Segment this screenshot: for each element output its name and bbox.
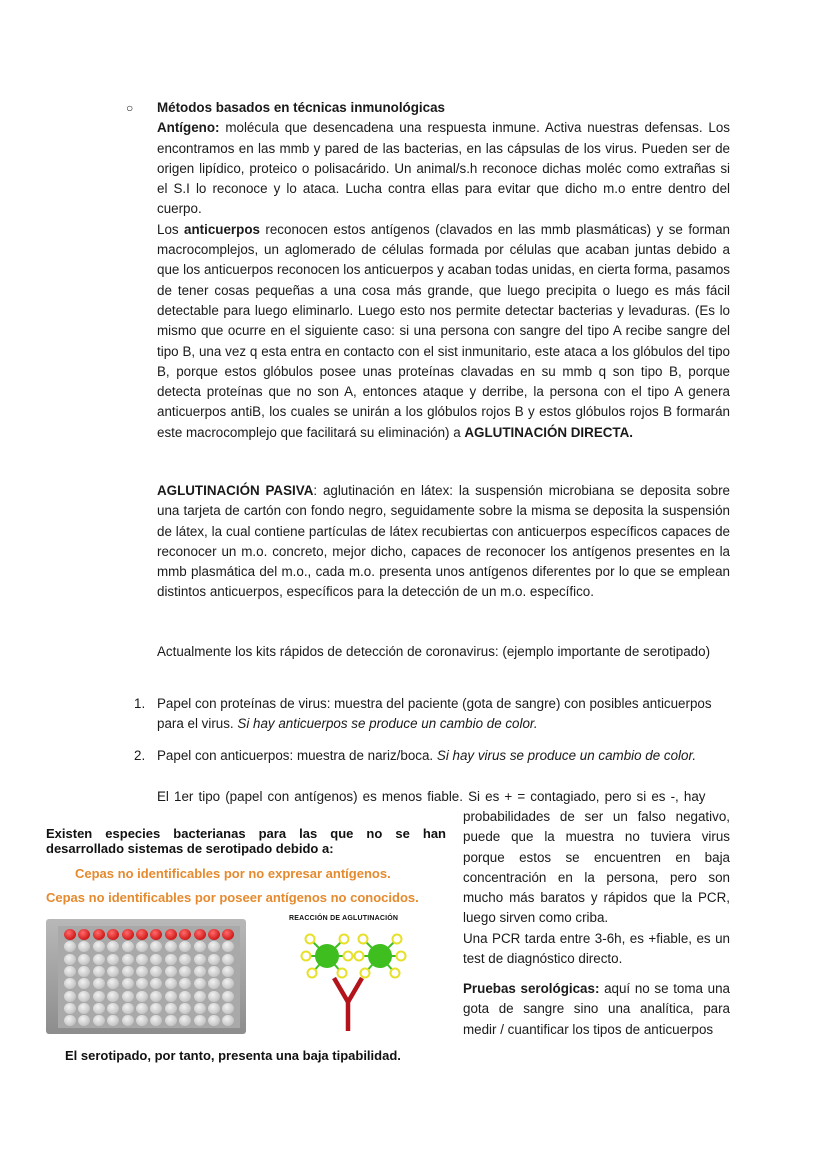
plate-well xyxy=(122,978,134,989)
antibody-label: anticuerpos xyxy=(184,221,260,237)
list-item-2 xyxy=(157,746,730,766)
antigen-paragraph xyxy=(157,118,730,219)
antibody-paragraph xyxy=(157,220,730,443)
plate-well xyxy=(122,1015,134,1026)
plate-well xyxy=(64,1003,76,1014)
plate-well xyxy=(136,929,148,940)
plate-well xyxy=(222,929,234,940)
plate-well xyxy=(122,929,134,940)
kits-paragraph: Actualmente los kits rápidos de detección de coronavirus: (ejemplo importante de serotipado) xyxy=(157,644,711,659)
plate-well xyxy=(122,941,134,952)
plate-well xyxy=(136,1003,148,1014)
plate-well xyxy=(122,991,134,1002)
plate-well xyxy=(150,966,162,977)
plate-well xyxy=(165,1003,177,1014)
plate-well xyxy=(78,1015,90,1026)
plate-well xyxy=(165,991,177,1002)
plate-well xyxy=(208,978,220,989)
plate-well xyxy=(136,978,148,989)
plate-well xyxy=(208,954,220,965)
plate-well xyxy=(93,929,105,940)
plate-well xyxy=(122,954,134,965)
plate-well xyxy=(222,954,234,965)
plate-well xyxy=(136,941,148,952)
figure-reason-1: Cepas no identificables por no expresar antígenos. xyxy=(75,866,391,881)
plate-well xyxy=(107,1003,119,1014)
agglutination-diagram xyxy=(272,926,422,1036)
plate-well xyxy=(107,966,119,977)
plate-well xyxy=(208,1003,220,1014)
plate-well xyxy=(194,978,206,989)
microplate-image xyxy=(46,919,246,1034)
plate-well xyxy=(222,991,234,1002)
passive-label: AGLUTINACIÓN PASIVA xyxy=(157,483,314,498)
plate-well xyxy=(222,966,234,977)
list-item-1-text: Papel con proteínas de virus: muestra del paciente (gota de sangre) con posibles anticuerpos para el virus. xyxy=(157,696,712,732)
plate-well xyxy=(150,991,162,1002)
plate-well xyxy=(150,1015,162,1026)
antibody-pre: Los xyxy=(157,221,185,237)
plate-well xyxy=(179,966,191,977)
plate-well xyxy=(64,1015,76,1026)
plate-well xyxy=(222,978,234,989)
antigen-cell-right xyxy=(355,935,406,978)
antigen-label: Antígeno: xyxy=(157,120,220,136)
plate-well xyxy=(78,1003,90,1014)
plate-well xyxy=(194,1015,206,1026)
plate-well xyxy=(64,978,76,989)
right-column-paragraph-1: probabilidades de ser un falso negativo, puede que la muestra no tuviera virus porque estos se encuentren en baja concentración en la persona, pero son mucho más baratos y rápidos que la PCR, luego sirven como criba. xyxy=(463,809,730,926)
list-item-2-text: Papel con anticuerpos: muestra de nariz/boca. xyxy=(157,748,437,763)
plate-well xyxy=(194,929,206,940)
plate-well xyxy=(208,991,220,1002)
plate-well xyxy=(179,1003,191,1014)
plate-well xyxy=(136,1015,148,1026)
plate-well xyxy=(78,966,90,977)
list-item-1-italic: Si hay anticuerpos se produce un cambio de color. xyxy=(237,716,538,732)
list-bullet-icon: ○ xyxy=(126,101,134,115)
plate-well xyxy=(78,991,90,1002)
serologic-label: Pruebas serológicas: xyxy=(463,981,600,996)
plate-well xyxy=(194,991,206,1002)
plate-well xyxy=(208,941,220,952)
plate-well xyxy=(165,966,177,977)
plate-well xyxy=(93,941,105,952)
first-type-line: El 1er tipo (papel con antígenos) es menos fiable. Si es + = contagiado, pero si es -, hay xyxy=(157,789,706,804)
section-heading: Métodos basados en técnicas inmunológicas xyxy=(157,100,445,115)
plate-well xyxy=(64,991,76,1002)
plate-well xyxy=(93,978,105,989)
plate-well xyxy=(78,941,90,952)
plate-well xyxy=(64,966,76,977)
plate-well xyxy=(208,929,220,940)
plate-well xyxy=(222,1003,234,1014)
plate-well xyxy=(107,978,119,989)
plate-well xyxy=(179,991,191,1002)
plate-well xyxy=(78,978,90,989)
plate-well xyxy=(208,966,220,977)
list-number-1: 1. xyxy=(134,696,146,711)
plate-well xyxy=(122,966,134,977)
antibody-y-shape xyxy=(334,978,362,1031)
plate-well xyxy=(136,966,148,977)
list-item-1 xyxy=(157,694,730,735)
plate-well xyxy=(150,929,162,940)
plate-well xyxy=(222,941,234,952)
plate-well xyxy=(93,966,105,977)
serologic-paragraph xyxy=(463,979,730,1040)
figure-caption: El serotipado, por tanto, presenta una baja tipabilidad. xyxy=(65,1048,401,1063)
plate-well xyxy=(165,978,177,989)
plate-well xyxy=(93,954,105,965)
plate-well xyxy=(194,1003,206,1014)
agglutination-label: REACCIÓN DE AGLUTINACIÓN xyxy=(289,915,399,922)
plate-well xyxy=(107,1015,119,1026)
plate-well xyxy=(165,1015,177,1026)
plate-well xyxy=(222,1015,234,1026)
figure-title: Existen especies bacterianas para las que no se han desarrollado sistemas de serotipado debido a: xyxy=(46,826,446,856)
plate-well xyxy=(194,966,206,977)
passive-paragraph xyxy=(157,481,730,603)
serologic-text: aquí no se toma una gota de sangre sino una analítica, para medir / cuantificar los tipos de anticuerpos xyxy=(463,981,730,1037)
plate-well xyxy=(179,954,191,965)
plate-well xyxy=(150,978,162,989)
plate-well xyxy=(78,954,90,965)
immunology-section xyxy=(157,98,730,443)
plate-well xyxy=(78,929,90,940)
antibody-text: reconocen estos antígenos (clavados en las mmb plasmáticas) y se forman macrocomplejos, un aglomerado de células formada por células que acaban juntas debido a que los anticuerpos reconocen los anticuerpos y acaban todas unidas, en cierta forma, pasamos de tener cosas pequeñas a una cosa más grande, que luego precipita o luego es más fácil detectable para luego eliminarlo. Luego esto nos permite detectar bacterias y levaduras. (Es lo mismo que ocurre en el siguiente caso: si una persona con sangre del tipo A recibe sangre del tipo B, una vez q esta entra en contacto con el sist inmunitario, este ataca a los glóbulos del tipo B, porque estos glóbulos posee unas proteínas clavadas en su mmb q son tipo B, porque detecta proteínas que no son A, entonces ataque y derribe, la persona con el tipo A genera anticuerpos antiB, los cuales se unirán a los glóbulos rojos B y estos glóbulos rojos B formarán este macrocomplejo que facilitará su eliminación) a xyxy=(157,221,730,440)
plate-well xyxy=(179,941,191,952)
direct-agglutination: AGLUTINACIÓN DIRECTA. xyxy=(464,424,634,440)
plate-well xyxy=(136,954,148,965)
plate-well xyxy=(179,978,191,989)
plate-well xyxy=(93,991,105,1002)
plate-well xyxy=(179,929,191,940)
plate-well xyxy=(64,941,76,952)
plate-well xyxy=(179,1015,191,1026)
right-column-paragraph-2: Una PCR tarda entre 3-6h, es +fiable, es un test de diagnóstico directo. xyxy=(463,931,730,967)
plate-well xyxy=(165,929,177,940)
plate-well xyxy=(165,941,177,952)
plate-well xyxy=(64,929,76,940)
plate-well xyxy=(150,1003,162,1014)
plate-well xyxy=(194,941,206,952)
microplate-wells xyxy=(58,926,240,1028)
plate-well xyxy=(93,1015,105,1026)
antigen-text: molécula que desencadena una respuesta inmune. Activa nuestras defensas. Los encontramos en las mmb y pared de las bacterias, en las cápsulas de los virus. Pueden ser de origen lipídico, proteico o polisacárido. Un animal/s.h reconoce dichas moléc como extrañas si el S.I lo reconoce y lo ataca. Lucha contra ellas para evitar que dicho m.o entre dentro del cuerpo. xyxy=(157,120,730,217)
plate-well xyxy=(150,941,162,952)
plate-well xyxy=(208,1015,220,1026)
plate-well xyxy=(64,954,76,965)
plate-well xyxy=(107,991,119,1002)
plate-well xyxy=(150,954,162,965)
antigen-cell-left xyxy=(302,935,353,978)
plate-well xyxy=(107,929,119,940)
plate-well xyxy=(194,954,206,965)
plate-well xyxy=(165,954,177,965)
plate-well xyxy=(93,1003,105,1014)
passive-text: : aglutinación en látex: la suspensión microbiana se deposita sobre una tarjeta de cartón con fondo negro, seguidamente sobre la misma se deposita la suspensión de látex, la cual contiene partículas de látex recubiertas con anticuerpos específicos capaces de reconocer un m.o. concreto, mejor dicho, capaces de reconocer los antígenos presentes en la mmb plasmática del m.o., cada m.o. presenta unos antígenos diferentes por lo que se emplean distintos anticuerpos, específicos para la detección de un m.o. específico. xyxy=(157,483,730,600)
plate-well xyxy=(107,954,119,965)
list-number-2: 2. xyxy=(134,748,146,763)
figure-reason-2: Cepas no identificables por poseer antígenos no conocidos. xyxy=(46,890,419,905)
plate-well xyxy=(107,941,119,952)
plate-well xyxy=(122,1003,134,1014)
list-item-2-italic: Si hay virus se produce un cambio de color. xyxy=(436,748,697,763)
plate-well xyxy=(136,991,148,1002)
